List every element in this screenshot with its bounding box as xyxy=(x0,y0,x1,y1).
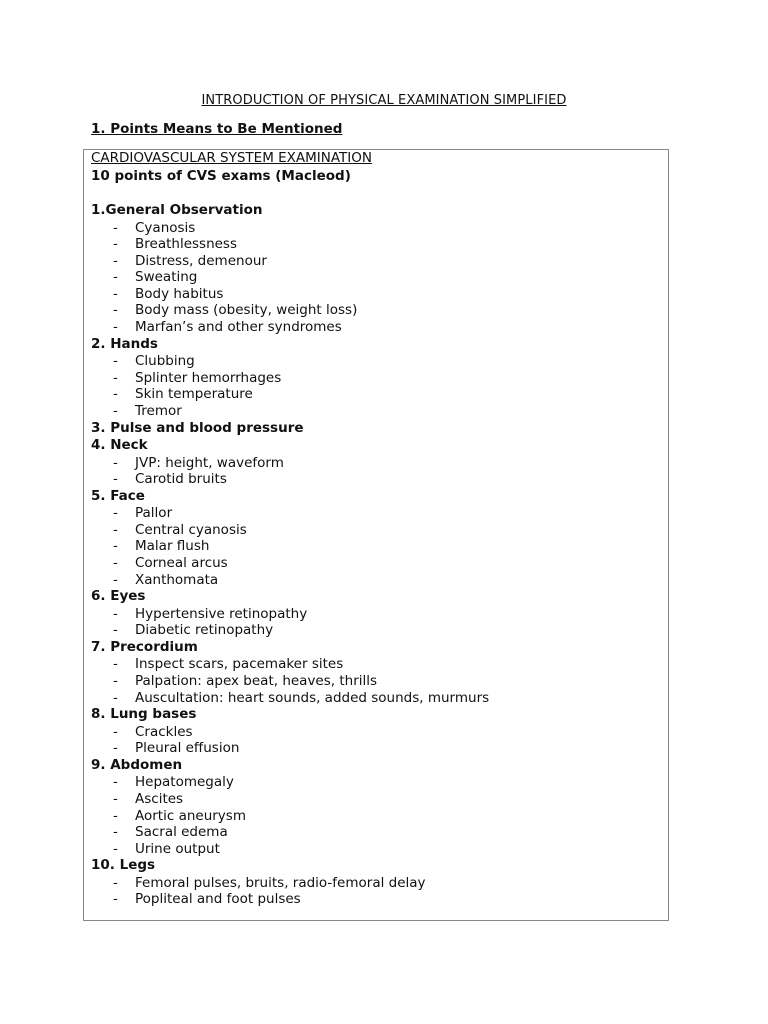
dash-bullet: - xyxy=(113,521,118,538)
list-item-text: Sacral edema xyxy=(135,824,228,841)
dash-bullet: - xyxy=(113,252,118,269)
box-subtitle: 10 points of CVS exams (Macleod) xyxy=(91,168,351,184)
dash-bullet: - xyxy=(113,302,118,319)
list-item xyxy=(91,774,668,791)
group-item-list xyxy=(91,774,668,857)
list-item-text: Body habitus xyxy=(135,285,224,302)
list-item xyxy=(91,572,668,589)
group-item-list xyxy=(91,455,668,488)
dash-bullet: - xyxy=(113,672,118,689)
dash-bullet: - xyxy=(113,571,118,588)
list-item xyxy=(91,606,668,623)
list-item xyxy=(91,808,668,825)
list-item-text: Pallor xyxy=(135,505,173,522)
box-title: CARDIOVASCULAR SYSTEM EXAMINATION xyxy=(91,150,373,166)
list-item xyxy=(91,724,668,741)
dash-bullet: - xyxy=(113,656,118,673)
list-item xyxy=(91,622,668,639)
group-item-list xyxy=(91,656,668,706)
list-item-text: Diabetic retinopathy xyxy=(135,622,274,639)
dash-bullet: - xyxy=(113,505,118,522)
list-item-text: Marfan’s and other syndromes xyxy=(135,319,342,336)
group-title: 1.General Observation xyxy=(91,202,263,218)
list-item-text: Carotid bruits xyxy=(135,471,227,488)
group-title: 4. Neck xyxy=(91,437,148,454)
dash-bullet: - xyxy=(113,319,118,336)
group-item-list xyxy=(91,353,668,419)
section-heading: 1. Points Means to Be Mentioned xyxy=(91,121,343,137)
dash-bullet: - xyxy=(113,874,118,891)
list-item xyxy=(91,319,668,336)
list-item xyxy=(91,353,668,370)
list-item xyxy=(91,522,668,539)
dash-bullet: - xyxy=(113,774,118,791)
list-item-text: Popliteal and foot pulses xyxy=(135,891,301,908)
list-item xyxy=(91,386,668,403)
list-item-text: Hypertensive retinopathy xyxy=(135,605,308,622)
list-item xyxy=(91,656,668,673)
list-item xyxy=(91,538,668,555)
list-item xyxy=(91,236,668,253)
group-title: 2. Hands xyxy=(91,335,158,352)
list-item xyxy=(91,673,668,690)
dash-bullet: - xyxy=(113,269,118,286)
dash-bullet: - xyxy=(113,790,118,807)
group-title: 8. Lung bases xyxy=(91,706,197,723)
dash-bullet: - xyxy=(113,454,118,471)
list-item-text: Clubbing xyxy=(135,353,195,370)
dash-bullet: - xyxy=(113,605,118,622)
group-title: 6. Eyes xyxy=(91,588,146,605)
list-item-text: Tremor xyxy=(135,402,182,419)
group-item-list xyxy=(91,724,668,757)
list-item xyxy=(91,220,668,237)
list-item-text: JVP: height, waveform xyxy=(135,454,284,471)
dash-bullet: - xyxy=(113,538,118,555)
group-title: 10. Legs xyxy=(91,857,156,874)
spacer xyxy=(91,185,668,202)
list-item xyxy=(91,403,668,420)
list-item xyxy=(91,841,668,858)
list-item xyxy=(91,302,668,319)
dash-bullet: - xyxy=(113,740,118,757)
list-item-text: Breathlessness xyxy=(135,236,237,253)
group-item-list xyxy=(91,220,668,336)
dash-bullet: - xyxy=(113,353,118,370)
list-item-text: Skin temperature xyxy=(135,386,253,403)
list-item-text: Central cyanosis xyxy=(135,521,247,538)
group-item-list xyxy=(91,505,668,588)
list-item xyxy=(91,791,668,808)
list-item xyxy=(91,891,668,908)
group-item-list xyxy=(91,875,668,908)
list-item xyxy=(91,824,668,841)
dash-bullet: - xyxy=(113,285,118,302)
dash-bullet: - xyxy=(113,622,118,639)
dash-bullet: - xyxy=(113,369,118,386)
list-item xyxy=(91,875,668,892)
dash-bullet: - xyxy=(113,840,118,857)
group-title: 3. Pulse and blood pressure xyxy=(91,419,304,436)
dash-bullet: - xyxy=(113,402,118,419)
list-item xyxy=(91,690,668,707)
list-item-text: Splinter hemorrhages xyxy=(135,369,282,386)
group-title: 7. Precordium xyxy=(91,638,198,655)
list-item-text: Cyanosis xyxy=(135,219,196,236)
dash-bullet: - xyxy=(113,555,118,571)
cvs-exam-box xyxy=(83,149,669,921)
list-item-text: Aortic aneurysm xyxy=(135,807,246,824)
list-item-text: Femoral pulses, bruits, radio-femoral delay xyxy=(135,874,426,891)
list-item-text: Palpation: apex beat, heaves, thrills xyxy=(135,672,378,689)
list-item xyxy=(91,370,668,387)
dash-bullet: - xyxy=(113,219,118,236)
dash-bullet: - xyxy=(113,824,118,841)
list-item xyxy=(91,286,668,303)
group-item-list xyxy=(91,606,668,639)
document-title: INTRODUCTION OF PHYSICAL EXAMINATION SIMPLIFIED xyxy=(201,93,567,108)
list-item-text: Hepatomegaly xyxy=(135,774,234,791)
dash-bullet: - xyxy=(113,386,118,403)
dash-bullet: - xyxy=(113,891,118,908)
list-item-text: Xanthomata xyxy=(135,571,219,588)
list-item-text: Inspect scars, pacemaker sites xyxy=(135,656,344,673)
dash-bullet: - xyxy=(113,689,118,706)
group-title: 9. Abdomen xyxy=(91,756,183,773)
list-item xyxy=(91,471,668,488)
list-item-text: Urine output xyxy=(135,840,220,857)
list-item-text: Body mass (obesity, weight loss) xyxy=(135,302,358,319)
list-item-text: Malar flush xyxy=(135,538,210,555)
list-item xyxy=(91,455,668,472)
list-item xyxy=(91,269,668,286)
list-item-text: Distress, demenour xyxy=(135,252,267,269)
dash-bullet: - xyxy=(113,807,118,824)
dash-bullet: - xyxy=(113,723,118,740)
exam-groups xyxy=(91,202,668,908)
list-item-text: Crackles xyxy=(135,723,193,740)
list-item xyxy=(91,505,668,522)
list-item xyxy=(91,555,668,572)
list-item-text: Auscultation: heart sounds, added sounds, murmurs xyxy=(135,689,490,706)
list-item-text: Ascites xyxy=(135,790,184,807)
list-item-text: Corneal arcus xyxy=(135,555,228,571)
list-item xyxy=(91,740,668,757)
dash-bullet: - xyxy=(113,471,118,488)
group-title: 5. Face xyxy=(91,487,145,504)
list-item xyxy=(91,253,668,270)
dash-bullet: - xyxy=(113,236,118,253)
list-item-text: Sweating xyxy=(135,269,198,286)
list-item-text: Pleural effusion xyxy=(135,740,240,757)
